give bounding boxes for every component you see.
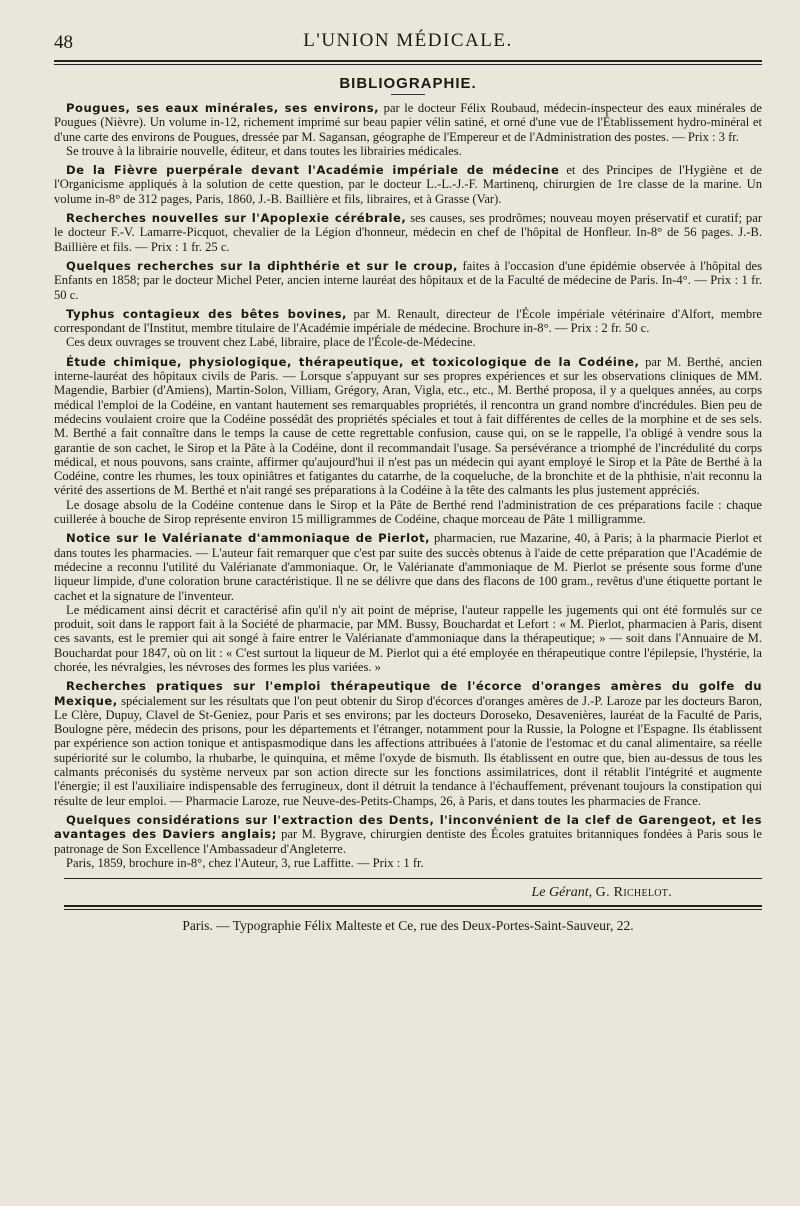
- entry-text: par M. Berthé, ancien interne-lauréat des hôpitaux civils de Paris. — Lorsque s'appuyant sur ses propres expériences et sur les observations cliniques de MM. Magendie, Barbier (d'Amiens), Martin-Solon, Villiam, Grégory, Aran, Vigla, etc., etc., M. Berthé proposa, il y a quelques années, au corps médical l'emploi de la Codéine, en vantant hautement ses remarquables propriétés, il rencontra un grand nombre d'incrédules. Bien peu de médecins voulaient croire que la Codéine possédât des propriétés spéciales et tout à fait différentes de celles de la morphine et de ses sels. M. Berthé a fait connaître dans le temps la cause de cette regrettable confusion, cause qui, on se le rappelle, l'a obligé à vendre sous la garantie de son cachet, le Sirop et la Pâte à la Codéine, dont il recommandait l'usage. Sa persévérance a triomphé de l'incrédulité du corps médical, et nous pouvons, sans crainte, affirmer qu'aujourd'hui il n'est pas un médecin qui ayant employé le Sirop et la Pâte de Berthé à la Codéine, contre les rhumes, les toux opiniâtres et fatigantes du catarrhe, de la coqueluche, de la bronchite et de la phthisie, n'ait reconnu la vérité des assertions de M. Berthé et n'ait rangé ses préparations à la Codéine à la tête des calmants les plus justement appréciés.: [54, 354, 763, 498]
- page-footer: [54, 878, 762, 934]
- entry-text: et des Principes de l'Hygiène et de l'Organicisme appliqués à la solution de cette question, par le docteur L.-L.-J.-F. Martinenq, chirurgien de 1re classe de la marine. Un volume in-8° de 312 pages, Paris, 1860, J.-B. Baillière et fils, libraires, et à Grasse (Var).: [54, 163, 762, 206]
- entry-text: par le docteur Félix Roubaud, médecin-inspecteur des eaux minérales de Pougues (Nièvre). Un volume in-12, richement imprimé sur beau papier vélin satiné, et orné d'une vue de l'Établissement hydro-minéral et d'une carte des environs de Pougues, dressée par M. Sagansan, géographe de l'Empereur et de l'Administration des postes. — Prix : 3 fr.: [54, 101, 762, 144]
- printer-imprint: Paris. — Typographie Félix Malteste et Ce, rue des Deux-Portes-Saint-Sauveur, 22.: [182, 918, 634, 934]
- entry-paragraph: Se trouve à la librairie nouvelle, éditeur, et dans toutes les librairies médicales.: [66, 143, 462, 158]
- section-title: BIBLIOGRAPHIE.: [339, 75, 477, 92]
- bibliography-entry: [54, 211, 762, 254]
- gerant-name: G. Richelot.: [595, 885, 672, 901]
- entry-text: pharmacien, rue Mazarine, 40, à Paris; à la pharmacie Pierlot et dans toutes les pharmacies. — L'auteur fait remarquer que c'est par suite des succès obtenus à l'aide de cette préparation que l'Académie de médecine a reconnu l'utilité du Valérianate d'ammoniaque. Or, le Valérianate d'ammoniaque de M. Pierlot se présente sous forme d'une liqueur limpide, d'une coloration brune caractéristique. Il ne se délivre que dans des flacons de 100 gram., revêtus d'une étiquette portant le cachet et la signature de l'inventeur.: [54, 531, 762, 603]
- bibliography-entry: [54, 813, 762, 870]
- entry-paragraph: [54, 355, 762, 498]
- entry-title: Pougues, ses eaux minérales, ses environs,: [66, 101, 380, 115]
- bibliography-entries: [54, 101, 762, 870]
- entry-paragraph: [54, 163, 762, 206]
- entry-title: Recherches pratiques sur l'emploi thérapeutique de l'écorce d'oranges amères du golfe du Mexique,: [54, 679, 762, 708]
- entry-paragraph: [54, 101, 762, 144]
- entry-title: Typhus contagieux des bêtes bovines,: [66, 306, 347, 321]
- footer-double-rule: [64, 905, 762, 910]
- bibliography-entry: [54, 163, 762, 206]
- entry-title: Recherches nouvelles sur l'Apoplexie cérébrale,: [66, 211, 407, 226]
- entry-text: faites à l'occasion d'une épidémie observée à l'hôpital des Enfants en 1858; par le docteur Michel Peter, ancien interne lauréat des hôpitaux et de la Faculté de médecine de Paris. In-4°. — Prix : 1 fr. 50 c.: [54, 258, 762, 302]
- entry-paragraph: [54, 813, 762, 856]
- section-rule: [391, 94, 425, 95]
- bibliography-entry: [54, 355, 762, 527]
- bibliography-entry: [54, 101, 762, 158]
- entry-paragraph: Ces deux ouvrages se trouvent chez Labé, libraire, place de l'École-de-Médecine.: [66, 335, 476, 350]
- bibliography-entry: [54, 259, 762, 302]
- entry-paragraph: [54, 307, 762, 336]
- bibliography-entry: [54, 307, 762, 350]
- entry-title: Étude chimique, physiologique, thérapeutique, et toxicologique de la Codéine,: [66, 354, 640, 369]
- entry-paragraph: [54, 679, 762, 808]
- page-header: [54, 22, 762, 56]
- running-title: L'UNION MÉDICALE.: [303, 30, 513, 51]
- entry-text: par M. Bygrave, chirurgien dentiste des Écoles gratuites britanniques fondées à Paris sous le patronage de Son Excellence l'Ambassadeur d'Angleterre.: [54, 827, 762, 856]
- entry-paragraph: [54, 211, 762, 254]
- bibliography-entry: [54, 531, 762, 674]
- header-rule: [54, 60, 762, 65]
- entry-title: Quelques recherches sur la diphthérie et sur le croup,: [66, 258, 458, 273]
- entry-title: De la Fièvre puerpérale devant l'Académie impériale de médecine: [66, 163, 560, 178]
- entry-title: Quelques considérations sur l'extraction des Dents, l'inconvénient de la clef de Garengeot, et les avantages des Daviers anglais;: [54, 812, 762, 842]
- footer-rule: [64, 878, 762, 879]
- gerant-signature: [54, 885, 762, 901]
- entry-paragraph: [54, 531, 762, 602]
- entry-text: ses causes, ses prodrômes; nouveau moyen préservatif et curatif; par le docteur F.-V. Lamarre-Picquot, chevalier de la Légion d'honneur, médecin en chef de l'hôpital de Honfleur. In-8° de 56 pages. J.-B. Baillière et fils. — Prix : 1 fr. 25 c.: [54, 211, 763, 254]
- entry-paragraph: [54, 259, 762, 302]
- gerant-label: Le Gérant,: [531, 885, 593, 901]
- entry-title: Notice sur le Valérianate d'ammoniaque de Pierlot,: [66, 531, 431, 546]
- entry-text: par M. Renault, directeur de l'École impériale vétérinaire d'Alfort, membre correspondant de l'Institut, membre titulaire de l'Académie impériale de médecine. Brochure in-8°. — Prix : 2 fr. 50 c.: [54, 306, 763, 336]
- entry-paragraph: Le médicament ainsi décrit et caractérisé afin qu'il n'y ait point de méprise, l'auteur rappelle les jugements qui ont été formulés sur ce produit, soit dans le rapport fait à la Société de pharmacie, par MM. Bussy, Bouchardat et Lefort : « M. Pierlot, pharmacien à Paris, disent ces savants, est le premier qui ait songé à faire entrer le Valérianate d'ammoniaque dans la thérapeutique; » — soit dans l'Annuaire de M. Bouchardat pour 1847, où on lit : « C'est surtout la liqueur de M. Pierlot qui a été employée en thérapeutique contre l'épilepsie, l'hystérie, la chorée, les névralgies, les névroses des formes les plus variées. »: [54, 602, 762, 674]
- entry-paragraph: Le dosage absolu de la Codéine contenue dans le Sirop et la Pâte de Berthé rend l'administration de ces préparations facile : chaque cuillerée à bouche de Sirop représente environ 15 milligrammes de Codéine, chaque morceau de Pâte 1 milligramme.: [54, 497, 762, 527]
- bibliography-entry: [54, 679, 762, 808]
- entry-text: spécialement sur les résultats que l'on peut obtenir du Sirop d'écorces d'oranges amères de J.-P. Laroze par les docteurs Baron, Le Clère, Dupuy, Clavel de St-Geniez, pour Paris et ses environs; par les docteurs Doroseko, Desavenières, lauréat de la Faculté de Paris, Boulogne père, médecin des prisons, pour les départements et l'étranger, notamment pour la Russie, la Pologne et l'Espagne. Ils établissent par expérience son action tonique et antispasmodique dans les affections attribuées à l'atonie de l'estomac et du canal alimentaire, sa réelle supériorité sur le columbo, la rhubarbe, le quinquina, et même l'oxyde de bismuth. Ils établissent en outre que, bien au-dessus de tous les calmants préconisés du système nerveux par son action directe sur les fonctions assimilatrices, dont il rétablit l'intégrité et augmente l'énergie; il est l'auxiliaire indispensable des ferrugineux, dont il détruit la tendance à l'échauffement, prévenant toujours la constipation qui résulte de leur emploi. — Pharmacie Laroze, rue Neuve-des-Petits-Champs, 26, à Paris, et dans toutes les pharmacies de France.: [54, 693, 762, 808]
- entry-paragraph: Paris, 1859, brochure in-8°, chez l'Auteur, 3, rue Laffitte. — Prix : 1 fr.: [66, 855, 424, 870]
- page-number: 48: [54, 32, 73, 53]
